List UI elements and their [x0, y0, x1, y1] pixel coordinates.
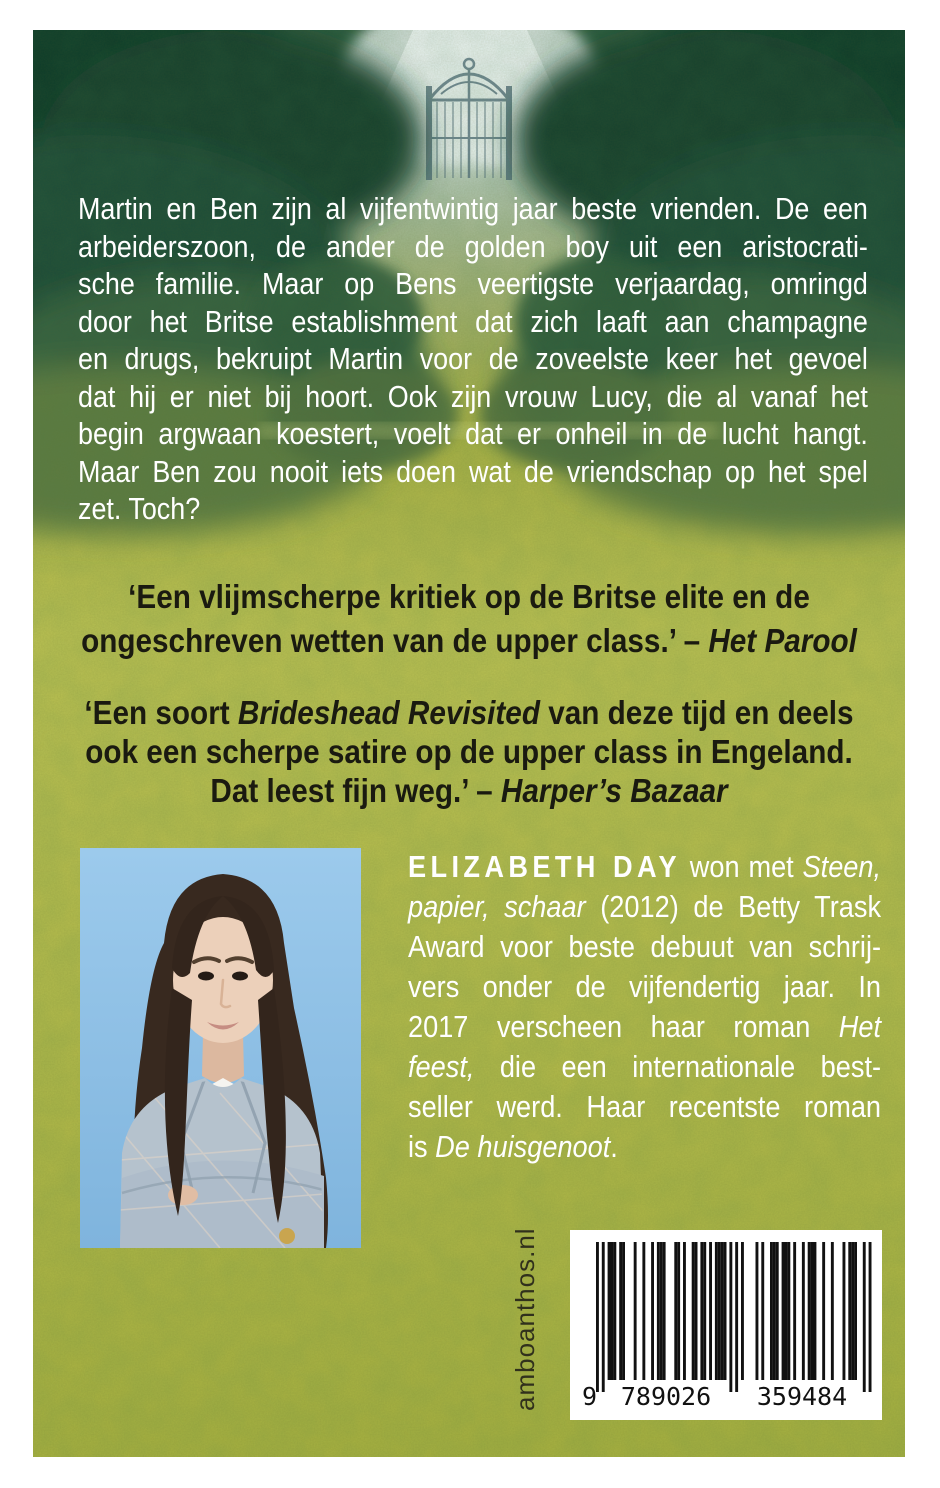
barcode-bar	[596, 1242, 599, 1392]
text-line	[408, 1047, 881, 1087]
text-line: dat hij er niet bij hoort. Ook zijn vrouw Lucy, die al vanaf het	[78, 378, 868, 414]
barcode-bars	[576, 1240, 876, 1412]
text-line: arbeiderszoon, de ander de golden boy uit een aristocrati-	[78, 228, 868, 264]
barcode-bar	[814, 1242, 817, 1380]
barcode-bar	[761, 1242, 764, 1380]
text-segment: Steen,	[802, 849, 882, 884]
text-segment: is	[408, 1129, 436, 1164]
text-segment: De huisgenoot	[435, 1129, 611, 1164]
text-segment: 2017 verscheen haar roman	[408, 1009, 839, 1044]
barcode-bar	[709, 1242, 712, 1380]
text-line	[77, 575, 862, 619]
text-segment: ongeschreven wetten van de upper class.’ –	[81, 622, 709, 659]
author-portrait-graphic	[80, 848, 361, 1248]
isbn-digit-group-1: 9	[582, 1382, 598, 1411]
barcode-bar	[677, 1242, 680, 1380]
barcode-bar	[854, 1242, 857, 1380]
text-segment: ELIZABETH DAY	[408, 849, 681, 884]
text-line	[408, 927, 881, 967]
text-line	[77, 771, 862, 810]
text-segment: Harper’s Bazaar	[500, 772, 728, 809]
barcode-bar	[770, 1242, 773, 1380]
barcode-bar	[863, 1242, 866, 1392]
barcode-bar	[811, 1242, 814, 1380]
text-segment: seller werd. Haar recentste roman	[408, 1089, 882, 1124]
barcode-bar	[608, 1242, 611, 1380]
text-segment: papier, schaar	[408, 889, 586, 924]
barcode-bar	[718, 1242, 721, 1380]
barcode-bar	[651, 1242, 654, 1380]
text-line: Martin en Ben zijn al vijfentwintig jaar beste vrienden. De een	[78, 191, 868, 226]
text-segment: feest,	[408, 1049, 475, 1084]
barcode-bar	[721, 1242, 724, 1380]
barcode-bar	[619, 1242, 622, 1380]
barcode-bar	[741, 1242, 744, 1380]
barcode-bar	[793, 1242, 796, 1380]
review-quote-het-parool	[77, 575, 862, 663]
author-bio	[408, 847, 881, 1167]
barcode-bar	[683, 1242, 686, 1380]
text-segment: .	[610, 1129, 618, 1164]
barcode-bar	[715, 1242, 718, 1380]
barcode-bar	[756, 1242, 759, 1380]
barcode-bar	[703, 1242, 706, 1380]
barcode-bar	[848, 1242, 851, 1380]
barcode-bar	[782, 1242, 785, 1380]
text-segment: Brideshead Revisited	[237, 694, 540, 731]
barcode-bar	[785, 1242, 788, 1380]
text-line	[408, 1087, 881, 1127]
barcode-bar	[663, 1242, 666, 1380]
barcode-bar	[729, 1242, 732, 1392]
isbn-barcode	[570, 1230, 882, 1420]
book-back-cover	[33, 30, 905, 1457]
barcode-bar	[831, 1242, 834, 1380]
text-segment: Dat leest fijn weg.’ –	[210, 772, 501, 809]
text-line	[77, 619, 862, 663]
text-segment: Award voor beste debuut van schrij-	[408, 929, 882, 964]
barcode-bar	[773, 1242, 776, 1380]
text-segment: Het Parool	[708, 622, 857, 659]
barcode-bar	[622, 1242, 625, 1380]
barcode-bar	[611, 1242, 614, 1380]
barcode-bar	[724, 1242, 727, 1380]
barcode-bar	[634, 1242, 637, 1380]
barcode-bar	[869, 1242, 872, 1392]
barcode-bar	[602, 1242, 605, 1392]
barcode-bar	[692, 1242, 695, 1380]
text-line: zet. Toch?	[78, 491, 201, 526]
text-line	[77, 732, 862, 771]
text-segment: die een internationale best-	[474, 1049, 882, 1084]
barcode-bar	[660, 1242, 663, 1380]
text-line: begin argwaan koestert, voelt dat er onheil in de lucht hangt.	[78, 416, 868, 451]
barcode-bar	[700, 1242, 703, 1380]
barcode-bar	[674, 1242, 677, 1380]
barcode-bar	[851, 1242, 854, 1380]
text-line	[408, 887, 881, 927]
text-line	[408, 847, 881, 887]
barcode-bar	[808, 1242, 811, 1380]
isbn-digit-group-3: 359484	[756, 1382, 848, 1411]
text-segment: ook een scherpe satire op de upper class in Engeland.	[85, 733, 853, 770]
text-line: sche familie. Maar op Bens veertigste verjaardag, omringd	[78, 266, 868, 301]
barcode-bar	[613, 1242, 616, 1380]
text-segment: ‘Een vlijmscherpe kritiek op de Britse elite en de	[128, 578, 810, 615]
barcode-bar	[843, 1242, 846, 1380]
publisher-url: amboanthos.nl	[510, 1227, 540, 1411]
barcode-bar	[776, 1242, 779, 1380]
barcode-bar	[735, 1242, 738, 1392]
text-segment: won met	[680, 849, 803, 884]
text-segment: ‘Een soort	[84, 694, 238, 731]
text-line: Maar Ben zou nooit iets doen wat de vriendschap op het spel	[78, 453, 868, 489]
text-line	[408, 1007, 881, 1047]
text-line	[408, 1127, 881, 1167]
barcode-bar	[657, 1242, 660, 1380]
isbn-digit-group-2: 789026	[620, 1382, 712, 1411]
barcode-bar	[642, 1242, 645, 1380]
text-line: door het Britse establishment dat zich laaft aan champagne	[78, 303, 868, 339]
text-line	[77, 693, 862, 732]
barcode-bar	[787, 1242, 790, 1380]
text-segment: vers onder de vijfendertig jaar. In	[408, 969, 882, 1004]
barcode-bar	[822, 1242, 825, 1380]
synopsis-text	[78, 190, 868, 528]
text-line: en drugs, bekruipt Martin voor de zoveelste keer het gevoel	[78, 341, 868, 376]
barcode-bar	[802, 1242, 805, 1380]
review-quote-harpers-bazaar	[77, 693, 862, 810]
author-photo	[80, 848, 361, 1248]
text-segment: (2012) de Betty Trask	[585, 889, 882, 924]
text-line	[408, 967, 881, 1007]
barcode-bar	[695, 1242, 698, 1380]
text-segment: van deze tijd en deels	[539, 694, 854, 731]
text-segment: Het	[838, 1009, 882, 1044]
